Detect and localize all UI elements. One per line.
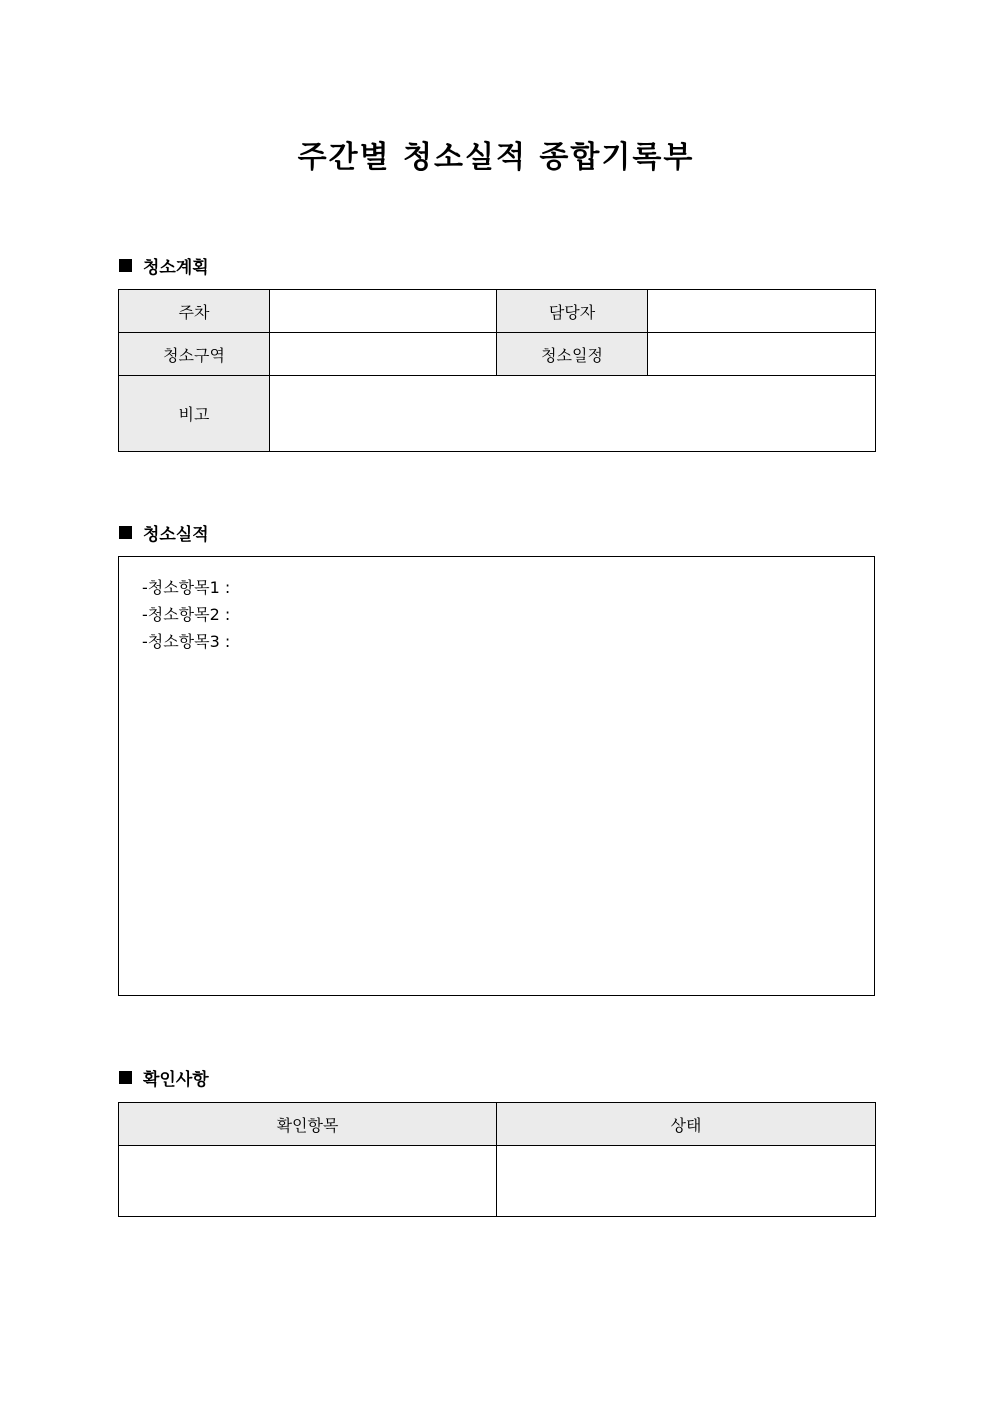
value-week[interactable] [270, 290, 497, 333]
column-header-check-item: 확인항목 [119, 1103, 497, 1146]
label-schedule: 청소일정 [497, 333, 648, 376]
result-item-3: -청소항목3 : [142, 632, 231, 651]
status-cell[interactable] [497, 1146, 876, 1217]
section-heading-plan-text: 청소계획 [143, 257, 209, 278]
label-note: 비고 [119, 376, 270, 452]
label-manager: 담당자 [497, 290, 648, 333]
column-header-status: 상태 [497, 1103, 876, 1146]
section-heading-check-text: 확인사항 [143, 1069, 209, 1090]
result-item-1: -청소항목1 : [142, 578, 231, 597]
check-table [118, 1102, 876, 1217]
result-item-2: -청소항목2 : [142, 605, 231, 624]
square-bullet-icon [119, 526, 132, 539]
value-note[interactable] [270, 376, 876, 452]
label-week: 주차 [119, 290, 270, 333]
value-schedule[interactable] [648, 333, 876, 376]
section-heading-result-text: 청소실적 [143, 524, 209, 545]
section-heading-result [119, 520, 209, 544]
result-box[interactable] [118, 556, 875, 996]
square-bullet-icon [119, 259, 132, 272]
document-title: 주간별 청소실적 종합기록부 [297, 140, 695, 175]
value-area[interactable] [270, 333, 497, 376]
plan-table [118, 289, 876, 452]
section-heading-plan [119, 253, 209, 277]
label-area: 청소구역 [119, 333, 270, 376]
value-manager[interactable] [648, 290, 876, 333]
section-heading-check [119, 1065, 209, 1089]
check-item-cell[interactable] [119, 1146, 497, 1217]
square-bullet-icon [119, 1071, 132, 1084]
